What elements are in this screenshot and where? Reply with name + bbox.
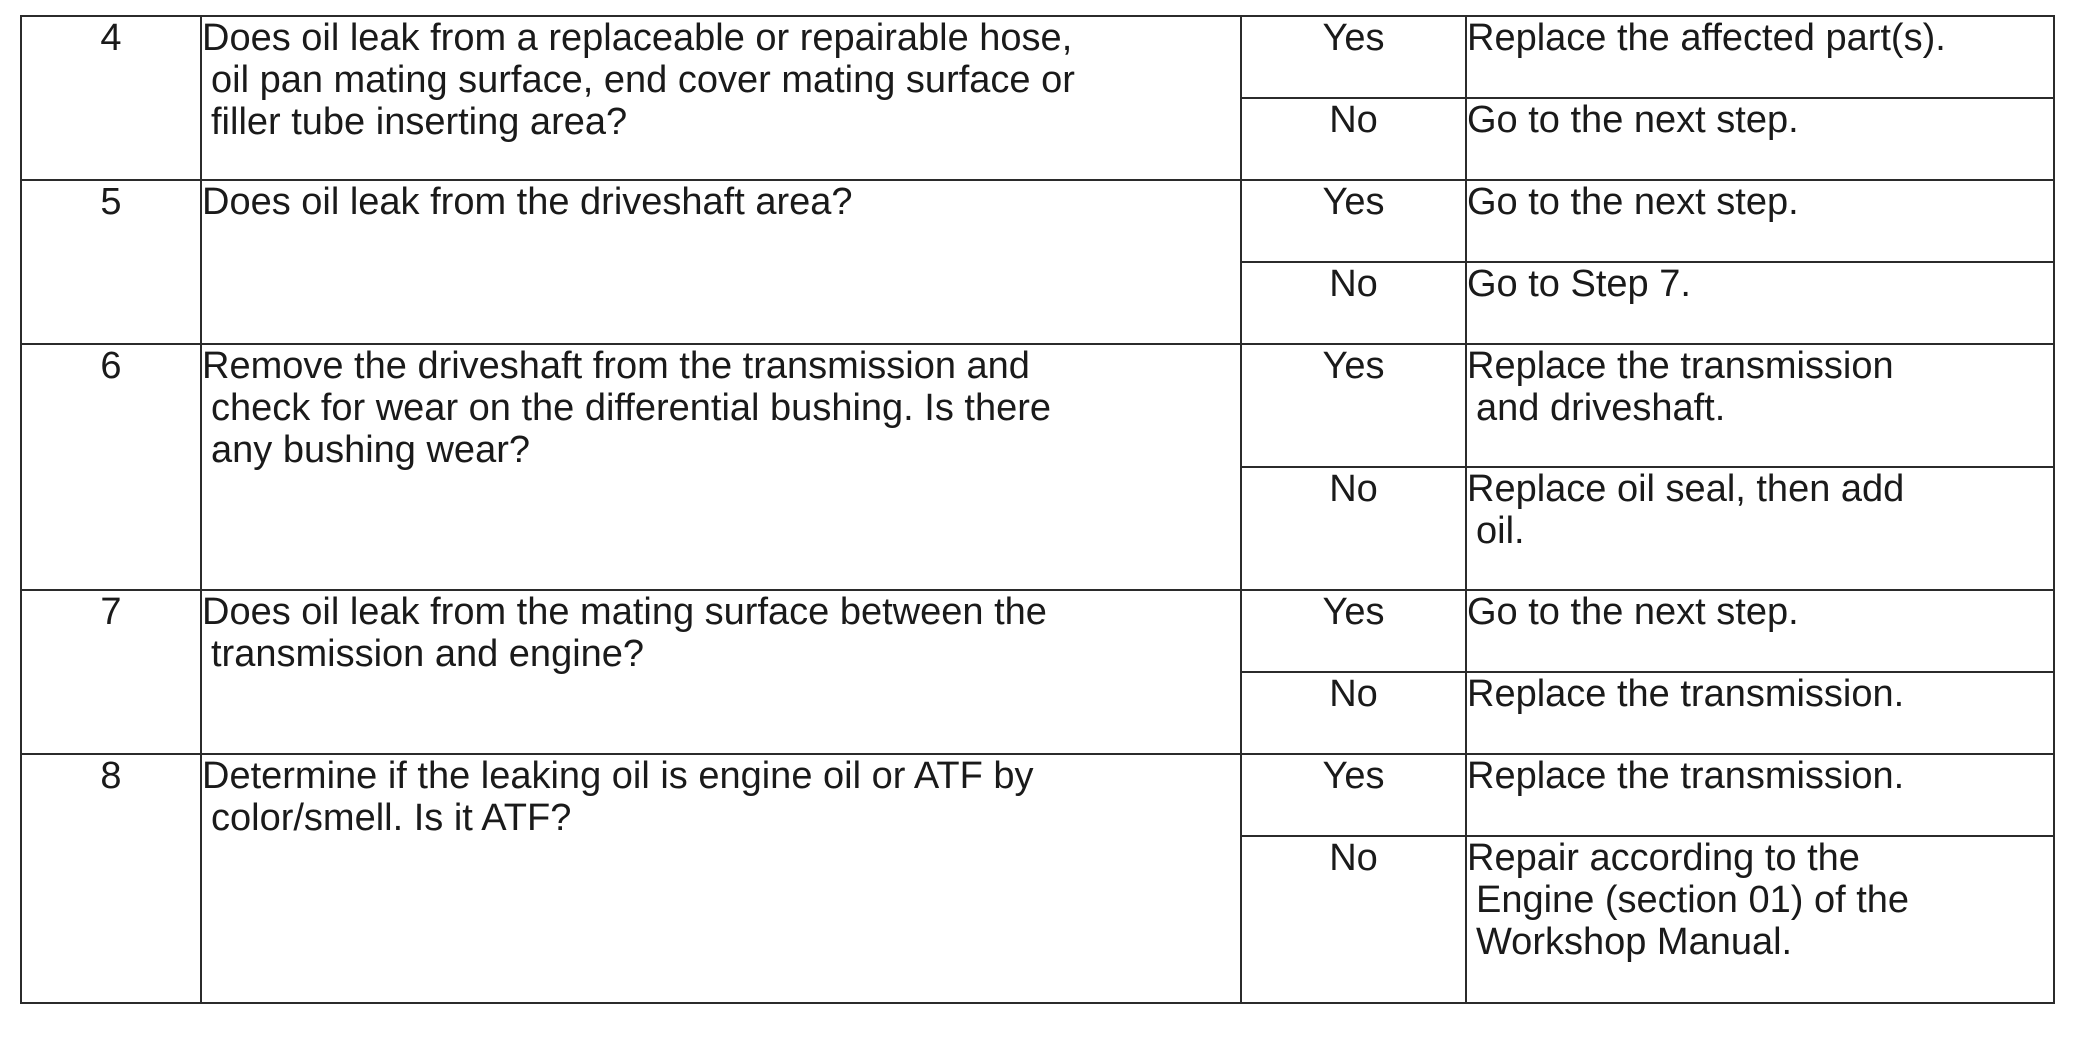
action-line: Engine (section 01) of the bbox=[1476, 879, 1910, 921]
yes-action bbox=[1466, 754, 2054, 836]
question-line: check for wear on the differential bushing. Is there bbox=[211, 387, 1052, 429]
question-line: color/smell. Is it ATF? bbox=[211, 797, 572, 839]
action-line: Go to the next step. bbox=[1467, 181, 1799, 223]
table-row bbox=[21, 754, 2054, 836]
yes-action bbox=[1466, 16, 2054, 98]
yes-answer: Yes bbox=[1241, 180, 1466, 262]
action-line: Replace the transmission bbox=[1467, 345, 1894, 387]
no-answer: No bbox=[1241, 262, 1466, 344]
yes-action bbox=[1466, 590, 2054, 672]
step-number: 7 bbox=[21, 590, 201, 754]
action-line: Go to Step 7. bbox=[1467, 263, 1691, 305]
table-row bbox=[21, 590, 2054, 672]
no-answer: No bbox=[1241, 467, 1466, 590]
action-line: Replace oil seal, then add bbox=[1467, 468, 1905, 510]
action-line: Replace the transmission. bbox=[1467, 673, 1905, 715]
step-question bbox=[201, 16, 1241, 180]
step-question bbox=[201, 180, 1241, 344]
action-line: Go to the next step. bbox=[1467, 99, 1799, 141]
yes-answer: Yes bbox=[1241, 344, 1466, 467]
question-line: transmission and engine? bbox=[211, 633, 645, 675]
no-answer: No bbox=[1241, 836, 1466, 1003]
yes-answer: Yes bbox=[1241, 754, 1466, 836]
no-answer: No bbox=[1241, 672, 1466, 754]
step-question bbox=[201, 590, 1241, 754]
diagnostic-table bbox=[20, 15, 2055, 1004]
no-action bbox=[1466, 262, 2054, 344]
step-number: 5 bbox=[21, 180, 201, 344]
no-answer: No bbox=[1241, 98, 1466, 180]
question-line: Does oil leak from the driveshaft area? bbox=[202, 181, 853, 223]
yes-action bbox=[1466, 180, 2054, 262]
question-line: any bushing wear? bbox=[211, 429, 530, 471]
yes-answer: Yes bbox=[1241, 590, 1466, 672]
action-line: Workshop Manual. bbox=[1476, 921, 1793, 963]
table-row bbox=[21, 344, 2054, 467]
action-line: Replace the transmission. bbox=[1467, 755, 1905, 797]
question-line: Does oil leak from the mating surface between the bbox=[202, 591, 1047, 633]
table-row bbox=[21, 180, 2054, 262]
question-line: Remove the driveshaft from the transmission and bbox=[202, 345, 1030, 387]
action-line: Go to the next step. bbox=[1467, 591, 1799, 633]
step-number: 6 bbox=[21, 344, 201, 590]
question-line: oil pan mating surface, end cover mating surface or bbox=[211, 59, 1075, 101]
step-number: 8 bbox=[21, 754, 201, 1003]
no-action bbox=[1466, 836, 2054, 1003]
step-question bbox=[201, 754, 1241, 1003]
step-number: 4 bbox=[21, 16, 201, 180]
no-action bbox=[1466, 98, 2054, 180]
no-action bbox=[1466, 672, 2054, 754]
question-line: filler tube inserting area? bbox=[211, 101, 628, 143]
question-line: Determine if the leaking oil is engine oil or ATF by bbox=[202, 755, 1034, 797]
action-line: Replace the affected part(s). bbox=[1467, 17, 1946, 59]
yes-action bbox=[1466, 344, 2054, 467]
action-line: Repair according to the bbox=[1467, 837, 1860, 879]
yes-answer: Yes bbox=[1241, 16, 1466, 98]
question-line: Does oil leak from a replaceable or repairable hose, bbox=[202, 17, 1073, 59]
action-line: and driveshaft. bbox=[1476, 387, 1726, 429]
no-action bbox=[1466, 467, 2054, 590]
action-line: oil. bbox=[1476, 510, 1525, 552]
step-question bbox=[201, 344, 1241, 590]
table-row bbox=[21, 16, 2054, 98]
